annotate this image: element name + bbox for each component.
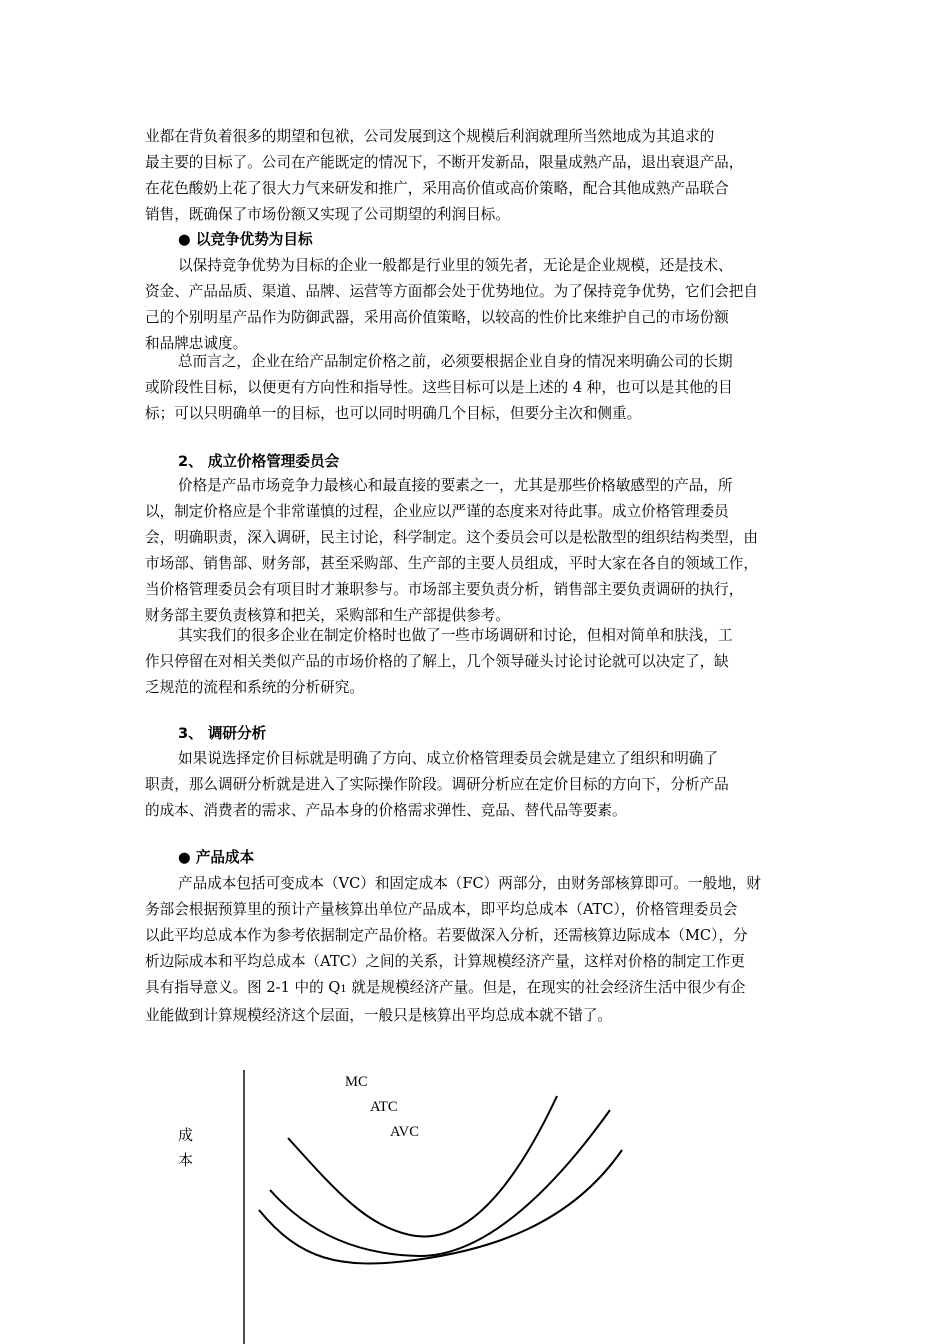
text-line: 乏规范的流程和系统的分析研究。	[145, 679, 364, 696]
text-line: 析边际成本和平均总成本（ATC）之间的关系，计算规模经济产量，这样对价格的制定工作更	[145, 953, 745, 970]
y-axis-label-char: 成	[178, 1126, 194, 1144]
avc-label: AVC	[390, 1124, 419, 1140]
text-line: 务部会根据预算里的预计产量核算出单位产品成本，即平均总成本（ATC），价格管理委员会	[145, 901, 738, 918]
text-line	[145, 975, 815, 1003]
cost-curves-diagram	[160, 1060, 680, 1344]
text-line: 或阶段性目标，以便更有方向性和指导性。这些目标可以是上述的 4 种，也可以是其他的目	[145, 379, 733, 396]
cost-curve-figure	[160, 1060, 680, 1344]
text-line: 职责，那么调研分析就是进入了实际操作阶段。调研分析应在定价目标的方向下，分析产品	[145, 776, 729, 793]
text-line: 和品牌忠诚度。	[145, 335, 248, 352]
text-line: 的成本、消费者的需求、产品本身的价格需求弹性、竞品、替代品等要素。	[145, 802, 627, 819]
text-line: 业能做到计算规模经济这个层面，一般只是核算出平均总成本就不错了。	[145, 1007, 613, 1024]
text-line: 以，制定价格应是个非常谨慎的过程，企业应以严谨的态度来对待此事。成立价格管理委员	[145, 503, 729, 520]
text-line: 在花色酸奶上花了很大力气来研发和推广，采用高价值或高价策略，配合其他成熟产品联合	[145, 180, 729, 197]
text-line: 会，明确职责，深入调研，民主讨论，科学制定。这个委员会可以是松散型的组织结构类型，由	[145, 529, 758, 546]
text-line: 产品成本包括可变成本（VC）和固定成本（FC）两部分，由财务部核算即可。一般地，财	[178, 875, 761, 892]
mc-label: MC	[345, 1074, 368, 1090]
atc-label: ATC	[370, 1099, 398, 1115]
text-line: 最主要的目标了。公司在产能既定的情况下，不断开发新品，限量成熟产品，退出衰退产品，	[145, 154, 744, 171]
heading-product-cost: ● 产品成本	[178, 849, 255, 866]
paragraph-reality	[145, 623, 815, 701]
text-line: 总而言之，企业在给产品制定价格之前，必须要根据企业自身的情况来明确公司的长期	[178, 353, 733, 370]
text-line: 销售，既确保了市场份额又实现了公司期望的利润目标。	[145, 206, 510, 223]
paragraph-committee	[145, 473, 815, 629]
text-line: 当价格管理委员会有项目时才兼职参与。市场部主要负责分析，销售部主要负责调研的执行，	[145, 581, 744, 598]
paragraph-intro	[145, 124, 815, 228]
text-segment: 就是规模经济产量。但是，在现实的社会经济生活中很少有企	[346, 979, 746, 996]
text-line: 价格是产品市场竞争力最核心和最直接的要素之一，尤其是那些价格敏感型的产品，所	[178, 477, 733, 494]
mc-curve	[288, 1096, 557, 1237]
text-line: 以此平均总成本作为参考依据制定产品价格。若要做深入分析，还需核算边际成本（MC），分	[145, 927, 748, 944]
heading-section-3: 3、 调研分析	[178, 725, 267, 742]
text-line: 财务部主要负责核算和把关，采购部和生产部提供参考。	[145, 607, 510, 624]
text-line: 标；可以只明确单一的目标，也可以同时明确几个目标，但要分主次和侧重。	[145, 405, 642, 422]
text-line: 业都在背负着很多的期望和包袱，公司发展到这个规模后利润就理所当然地成为其追求的	[145, 128, 715, 145]
paragraph-competitive	[145, 253, 815, 357]
y-axis-label-char: 本	[178, 1151, 194, 1169]
paragraph-cost	[145, 871, 815, 1029]
heading-competitive-advantage: ● 以竞争优势为目标	[178, 231, 313, 248]
subscript: 1	[340, 984, 347, 995]
text-line: 如果说选择定价目标就是明确了方向、成立价格管理委员会就是建立了组织和明确了	[178, 750, 718, 767]
text-line: 以保持竞争优势为目标的企业一般都是行业里的领先者，无论是企业规模，还是技术、	[178, 257, 733, 274]
text-segment: 具有指导意义。图 2-1 中的 Q	[145, 979, 341, 996]
text-line: 其实我们的很多企业在制定价格时也做了一些市场调研和讨论，但相对简单和肤浅，工	[178, 627, 733, 644]
heading-section-2: 2、 成立价格管理委员会	[178, 453, 340, 470]
text-line: 己的个别明星产品作为防御武器，采用高价值策略，以较高的性价比来维护自己的市场份额	[145, 309, 729, 326]
text-line: 市场部、销售部、财务部，甚至采购部、生产部的主要人员组成，平时大家在各自的领域工作，	[145, 555, 758, 572]
paragraph-summary	[145, 349, 815, 427]
text-line: 资金、产品品质、渠道、品牌、运营等方面都会处于优势地位。为了保持竞争优势，它们会把自	[145, 283, 758, 300]
text-line: 作只停留在对相关类似产品的市场价格的了解上，几个领导碰头讨论讨论就可以决定了，缺	[145, 653, 729, 670]
paragraph-research	[145, 746, 815, 824]
